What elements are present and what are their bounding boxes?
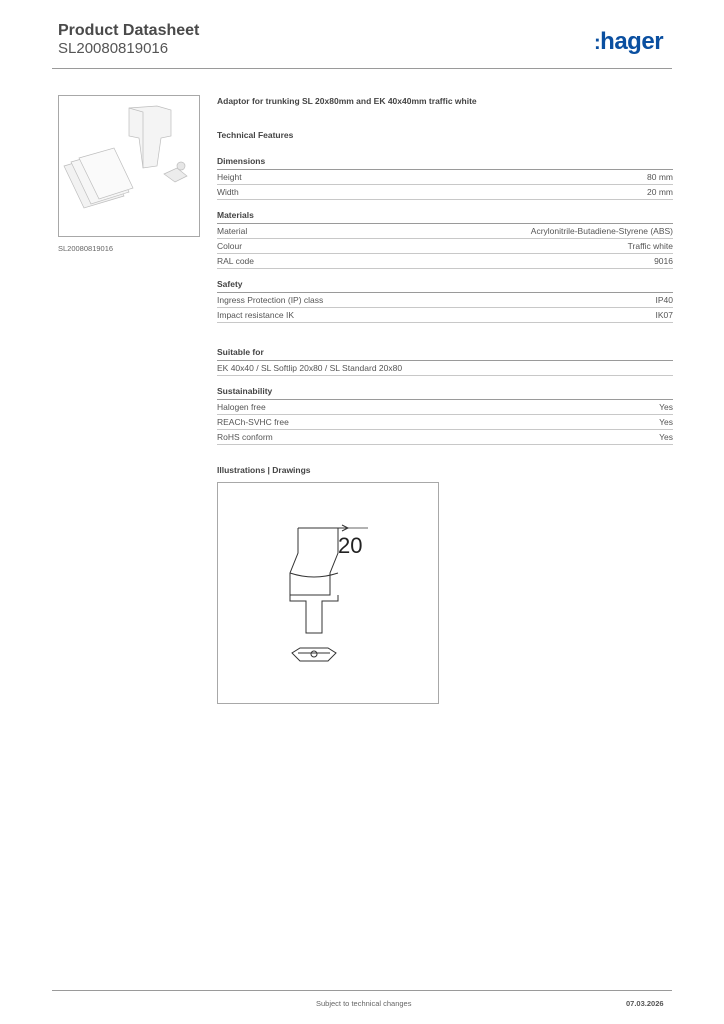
product-photo-illustration (59, 96, 199, 236)
table-row (217, 293, 673, 308)
table-row (217, 308, 673, 323)
page-title: Product Datasheet (58, 22, 200, 39)
technical-drawing-illustration (218, 483, 438, 703)
row-label: EK 40x40 / SL Softlip 20x80 / SL Standard 20x80 (217, 363, 403, 373)
row-value: Traffic white (627, 241, 673, 251)
row-value: Yes (659, 432, 673, 442)
row-value: Acrylonitrile-Butadiene-Styrene (ABS) (530, 226, 673, 236)
row-value: 9016 (654, 256, 673, 266)
row-value: IP40 (655, 295, 673, 305)
row-label: RAL code (217, 256, 255, 266)
row-label: Halogen free (217, 402, 266, 412)
sustainability-heading: Sustainability (217, 376, 673, 400)
logo-text: hager (600, 28, 664, 55)
row-label: Colour (217, 241, 243, 251)
table-row (217, 185, 673, 200)
dimensions-heading: Dimensions (217, 150, 673, 170)
table-row (217, 170, 673, 185)
row-label: Ingress Protection (IP) class (217, 295, 324, 305)
header-divider (52, 68, 672, 69)
table-row (217, 254, 673, 269)
table-row (217, 430, 673, 445)
row-label: Width (217, 187, 239, 197)
table-row (217, 239, 673, 254)
spec-panel (217, 96, 673, 478)
technical-features-heading: Technical Features (217, 130, 294, 140)
table-row (217, 224, 673, 239)
product-code: SL20080819016 (58, 40, 169, 57)
technical-drawing (217, 482, 439, 704)
row-label: Height (217, 172, 242, 182)
row-value: 80 mm (647, 172, 673, 182)
row-value: Yes (659, 417, 673, 427)
brand-logo: :hager (594, 28, 664, 55)
safety-heading: Safety (217, 269, 673, 293)
suitable-heading: Suitable for (217, 323, 673, 361)
materials-heading: Materials (217, 200, 673, 224)
footer-divider (52, 990, 672, 991)
photo-caption: SL20080819016 (58, 244, 114, 253)
table-row (217, 415, 673, 430)
table-row (217, 361, 673, 376)
row-label: REACh-SVHC free (217, 417, 289, 427)
footer-note: Subject to technical changes (316, 999, 412, 1008)
row-label: Impact resistance IK (217, 310, 295, 320)
illustrations-heading: Illustrations | Drawings (217, 465, 311, 475)
row-value: IK07 (655, 310, 673, 320)
product-photo (58, 95, 200, 237)
dimension-label: 20 (338, 533, 363, 558)
footer-date: 07.03.2026 (626, 999, 664, 1008)
product-title: Adaptor for trunking SL 20x80mm and EK 40x40mm traffic white (217, 96, 477, 106)
row-label: RoHS conform (217, 432, 273, 442)
table-row (217, 400, 673, 415)
row-value: Yes (659, 402, 673, 412)
row-value: 20 mm (647, 187, 673, 197)
row-label: Material (217, 226, 248, 236)
